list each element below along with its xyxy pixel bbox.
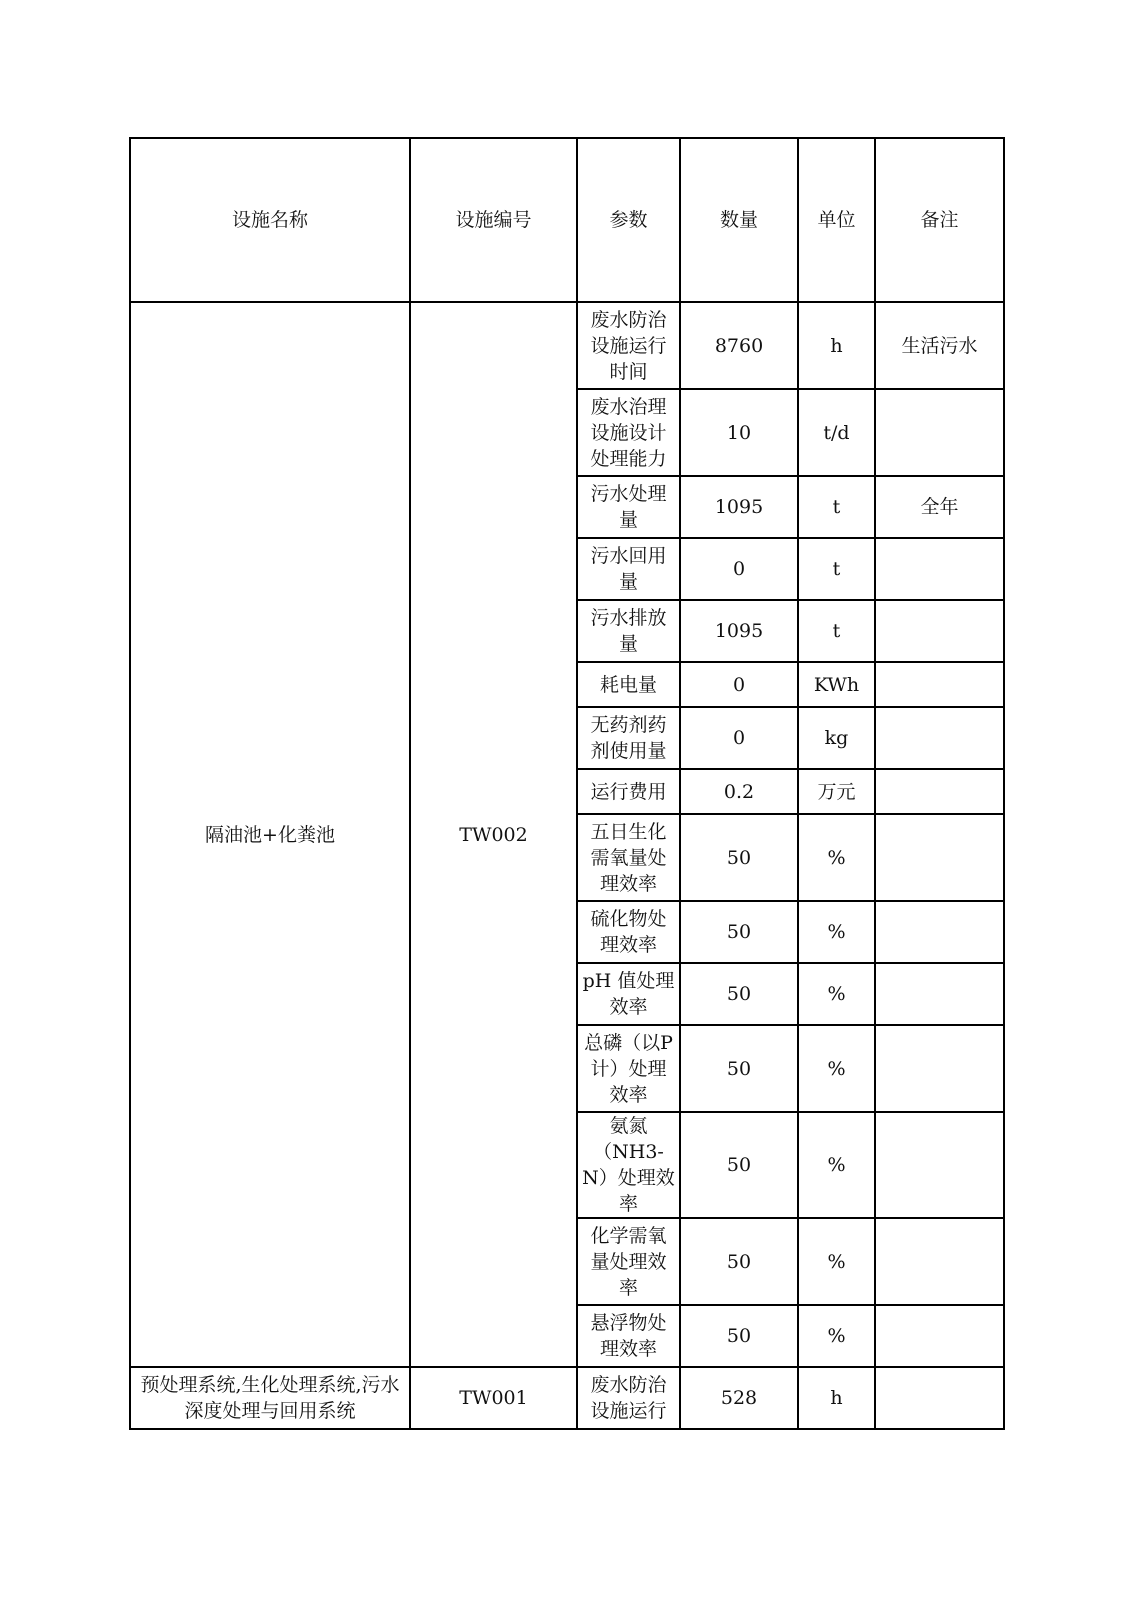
remark-cell xyxy=(875,600,1004,662)
table-header-row xyxy=(130,138,1004,302)
unit-cell: % xyxy=(798,1305,875,1367)
unit-cell: t xyxy=(798,538,875,600)
header-unit: 单位 xyxy=(798,138,875,302)
parameter-cell: 悬浮物处理效率 xyxy=(577,1305,680,1367)
header-quantity: 数量 xyxy=(680,138,798,302)
quantity-cell: 50 xyxy=(680,963,798,1025)
unit-cell: % xyxy=(798,814,875,901)
unit-cell: % xyxy=(798,963,875,1025)
unit-cell: h xyxy=(798,302,875,389)
remark-cell xyxy=(875,538,1004,600)
remark-cell xyxy=(875,707,1004,769)
unit-cell: h xyxy=(798,1367,875,1429)
facility-name-cell: 隔油池+化粪池 xyxy=(130,302,410,1367)
remark-cell xyxy=(875,1025,1004,1112)
unit-cell: % xyxy=(798,1112,875,1218)
table-row xyxy=(130,302,1004,389)
quantity-cell: 10 xyxy=(680,389,798,476)
unit-cell: t/d xyxy=(798,389,875,476)
parameter-cell: 化学需氧量处理效率 xyxy=(577,1218,680,1305)
quantity-cell: 50 xyxy=(680,1218,798,1305)
quantity-cell: 50 xyxy=(680,1025,798,1112)
unit-cell: KWh xyxy=(798,662,875,707)
unit-cell: t xyxy=(798,600,875,662)
remark-cell: 生活污水 xyxy=(875,302,1004,389)
parameter-cell: 氨氮（NH3-N）处理效率 xyxy=(577,1112,680,1218)
parameter-cell: 废水防治设施运行 xyxy=(577,1367,680,1429)
parameter-cell: 废水治理设施设计处理能力 xyxy=(577,389,680,476)
remark-cell xyxy=(875,814,1004,901)
quantity-cell: 528 xyxy=(680,1367,798,1429)
unit-cell: kg xyxy=(798,707,875,769)
remark-cell xyxy=(875,1305,1004,1367)
header-remark: 备注 xyxy=(875,138,1004,302)
unit-cell: t xyxy=(798,476,875,538)
quantity-cell: 0 xyxy=(680,662,798,707)
unit-cell: % xyxy=(798,1218,875,1305)
remark-cell xyxy=(875,662,1004,707)
facility-parameter-table xyxy=(129,137,1005,1430)
quantity-cell: 0 xyxy=(680,707,798,769)
unit-cell: % xyxy=(798,1025,875,1112)
parameter-cell: pH 值处理效率 xyxy=(577,963,680,1025)
parameter-cell: 运行费用 xyxy=(577,769,680,814)
remark-cell xyxy=(875,1218,1004,1305)
parameter-cell: 污水回用量 xyxy=(577,538,680,600)
parameter-cell: 无药剂药剂使用量 xyxy=(577,707,680,769)
parameter-cell: 耗电量 xyxy=(577,662,680,707)
quantity-cell: 8760 xyxy=(680,302,798,389)
quantity-cell: 0 xyxy=(680,538,798,600)
quantity-cell: 0.2 xyxy=(680,769,798,814)
quantity-cell: 50 xyxy=(680,1305,798,1367)
facility-code-cell: TW002 xyxy=(410,302,577,1367)
remark-cell xyxy=(875,963,1004,1025)
remark-cell xyxy=(875,389,1004,476)
parameter-cell: 总磷（以P 计）处理效率 xyxy=(577,1025,680,1112)
unit-cell: % xyxy=(798,901,875,963)
parameter-cell: 硫化物处理效率 xyxy=(577,901,680,963)
table-row xyxy=(130,1367,1004,1429)
parameter-cell: 废水防治设施运行时间 xyxy=(577,302,680,389)
remark-cell xyxy=(875,769,1004,814)
header-facility-name: 设施名称 xyxy=(130,138,410,302)
header-facility-code: 设施编号 xyxy=(410,138,577,302)
parameter-cell: 污水处理量 xyxy=(577,476,680,538)
remark-cell xyxy=(875,1367,1004,1429)
table-body xyxy=(130,302,1004,1429)
header-parameter: 参数 xyxy=(577,138,680,302)
parameter-cell: 污水排放量 xyxy=(577,600,680,662)
parameter-cell: 五日生化需氧量处理效率 xyxy=(577,814,680,901)
facility-code-cell: TW001 xyxy=(410,1367,577,1429)
remark-cell xyxy=(875,901,1004,963)
quantity-cell: 1095 xyxy=(680,476,798,538)
facility-name-cell: 预处理系统,生化处理系统,污水深度处理与回用系统 xyxy=(130,1367,410,1429)
quantity-cell: 50 xyxy=(680,1112,798,1218)
quantity-cell: 50 xyxy=(680,814,798,901)
remark-cell: 全年 xyxy=(875,476,1004,538)
quantity-cell: 50 xyxy=(680,901,798,963)
quantity-cell: 1095 xyxy=(680,600,798,662)
unit-cell: 万元 xyxy=(798,769,875,814)
remark-cell xyxy=(875,1112,1004,1218)
